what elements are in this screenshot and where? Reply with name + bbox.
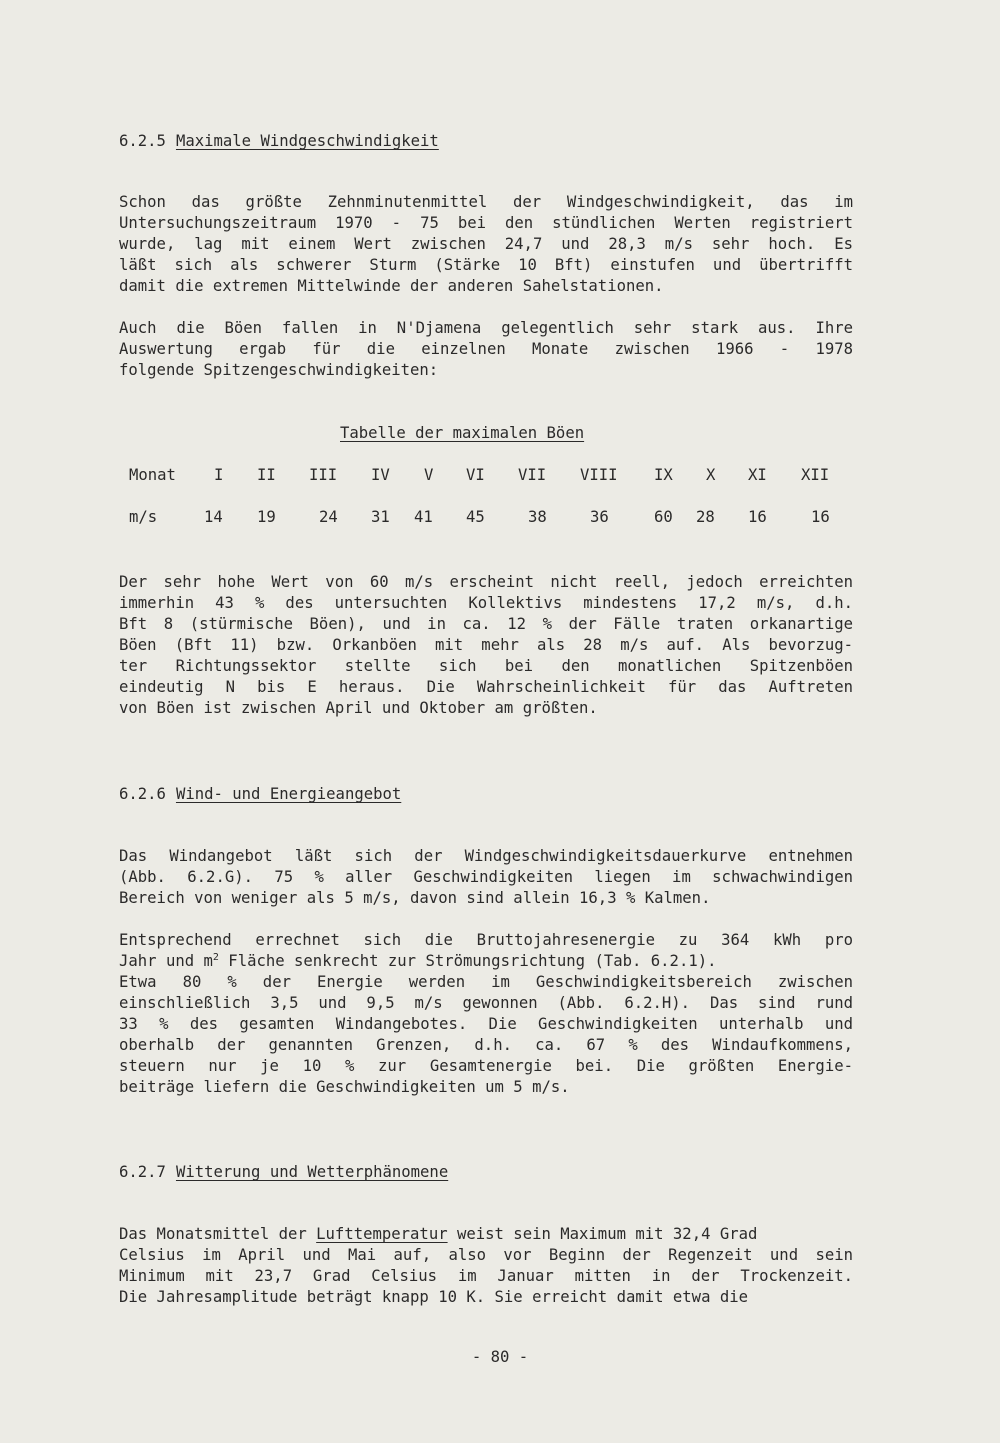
value-cell: 16 [748, 508, 767, 526]
section-heading-6-2-7 [119, 1163, 448, 1181]
text-line: immerhin 43 % des untersuchten Kollektivs mindestens 17,2 m/s, d.h. [119, 594, 853, 612]
section-number: 6.2.6 [119, 785, 166, 803]
text-line [119, 951, 853, 972]
paragraph-gust-analysis [119, 572, 853, 719]
text-line: von Böen ist zwischen April und Oktober am größten. [119, 699, 598, 717]
section-heading-6-2-5 [119, 132, 439, 150]
text-line: folgende Spitzengeschwindigkeiten: [119, 361, 439, 379]
paragraph-weather [119, 1224, 853, 1308]
paragraph-wind-supply [119, 846, 853, 909]
text-line: Auch die Böen fallen in N'Djamena gelegentlich sehr stark aus. Ihre [119, 319, 853, 337]
text-line [119, 1224, 853, 1245]
value-cell: 41 [414, 508, 433, 526]
row-label-month: Monat [129, 466, 176, 484]
text-line: läßt sich als schwerer Sturm (Stärke 10 Bft) einstufen und übertrifft [119, 256, 853, 274]
text-line: Die Jahresamplitude beträgt knapp 10 K. Sie erreicht damit etwa die [119, 1288, 749, 1306]
row-label-unit: m/s [129, 508, 158, 526]
value-cell: 19 [257, 508, 276, 526]
month-cell: I [214, 466, 224, 484]
text-line: Etwa 80 % der Energie werden im Geschwindigkeitsbereich zwischen [119, 973, 853, 991]
text-line: Das Windangebot läßt sich der Windgeschwindigkeitsdauerkurve entnehmen [119, 847, 853, 865]
value-cell: 60 [654, 508, 673, 526]
value-cell: 31 [371, 508, 390, 526]
value-cell: 45 [466, 508, 485, 526]
value-cell: 24 [319, 508, 338, 526]
underlined-term: Lufttemperatur [316, 1225, 448, 1243]
text-fragment: Fläche senkrecht zur Strömungsrichtung (Tab. 6.2.1). [218, 952, 717, 970]
table-title: Tabelle der maximalen Böen [340, 424, 585, 442]
paragraph-energy [119, 930, 853, 1098]
text-line: Bft 8 (stürmische Böen), und in ca. 12 % der Fälle traten orkanartige [119, 615, 853, 633]
text-line: 33 % des gesamten Windangebotes. Die Geschwindigkeiten unterhalb und [119, 1015, 853, 1033]
month-cell: XI [748, 466, 767, 484]
month-cell: II [257, 466, 276, 484]
month-cell: XII [801, 466, 830, 484]
section-title: Wind- und Energieangebot [175, 785, 402, 803]
page-number: - 80 - [471, 1348, 529, 1366]
text-line: Entsprechend errechnet sich die Bruttojahresenergie zu 364 kWh pro [119, 931, 853, 949]
value-cell: 16 [811, 508, 830, 526]
text-line: eindeutig N bis E heraus. Die Wahrscheinlichkeit für das Auftreten [119, 678, 853, 696]
text-line: Schon das größte Zehnminutenmittel der Windgeschwindigkeit, das im [119, 193, 853, 211]
text-line: Böen (Bft 11) bzw. Orkanböen mit mehr als 28 m/s auf. Als bevorzug- [119, 636, 853, 654]
text-line: ter Richtungssektor stellte sich bei den monatlichen Spitzenböen [119, 657, 853, 675]
text-line: Bereich von weniger als 5 m/s, davon sind allein 16,3 % Kalmen. [119, 889, 711, 907]
text-line: oberhalb der genannten Grenzen, d.h. ca. 67 % des Windaufkommens, [119, 1036, 853, 1054]
value-cell: 36 [590, 508, 609, 526]
month-cell: X [706, 466, 716, 484]
month-cell: VII [518, 466, 547, 484]
text-line: wurde, lag mit einem Wert zwischen 24,7 und 28,3 m/s sehr hoch. Es [119, 235, 853, 253]
text-line: einschließlich 3,5 und 9,5 m/s gewonnen (Abb. 6.2.H). Das sind rund [119, 994, 853, 1012]
month-cell: IV [371, 466, 390, 484]
section-number: 6.2.7 [119, 1163, 166, 1181]
text-line: Der sehr hohe Wert von 60 m/s erscheint nicht reell, jedoch erreichten [119, 573, 853, 591]
text-line: (Abb. 6.2.G). 75 % aller Geschwindigkeiten liegen im schwachwindigen [119, 868, 853, 886]
text-line: steuern nur je 10 % zur Gesamtenergie bei. Die größten Energie- [119, 1057, 853, 1075]
paragraph-max-wind [119, 192, 853, 297]
section-title: Maximale Windgeschwindigkeit [175, 132, 439, 150]
table-row-months [0, 466, 1000, 488]
month-cell: IX [654, 466, 673, 484]
superscript: 2 [212, 951, 219, 963]
month-cell: III [309, 466, 338, 484]
value-cell: 38 [528, 508, 547, 526]
month-cell: V [424, 466, 434, 484]
month-cell: VIII [580, 466, 618, 484]
text-fragment: weist sein Maximum mit 32,4 Grad [447, 1225, 758, 1243]
section-heading-6-2-6 [119, 785, 401, 803]
section-title: Witterung und Wetterphänomene [175, 1163, 449, 1181]
value-cell: 14 [204, 508, 223, 526]
text-fragment: Das Monatsmittel der [119, 1225, 317, 1243]
value-cell: 28 [696, 508, 715, 526]
text-line: Minimum mit 23,7 Grad Celsius im Januar mitten in der Trockenzeit. [119, 1267, 853, 1285]
text-line: damit die extremen Mittelwinde der anderen Sahelstationen. [119, 277, 664, 295]
month-cell: VI [466, 466, 485, 484]
text-line: beiträge liefern die Geschwindigkeiten um 5 m/s. [119, 1078, 570, 1096]
text-line: Auswertung ergab für die einzelnen Monate zwischen 1966 - 1978 [119, 340, 853, 358]
paragraph-gusts-intro [119, 318, 853, 381]
table-row-values [0, 508, 1000, 530]
section-number: 6.2.5 [119, 132, 166, 150]
text-fragment: Jahr und m [119, 952, 213, 970]
text-line: Celsius im April und Mai auf, also vor Beginn der Regenzeit und sein [119, 1246, 853, 1264]
text-line: Untersuchungszeitraum 1970 - 75 bei den stündlichen Werten registriert [119, 214, 853, 232]
